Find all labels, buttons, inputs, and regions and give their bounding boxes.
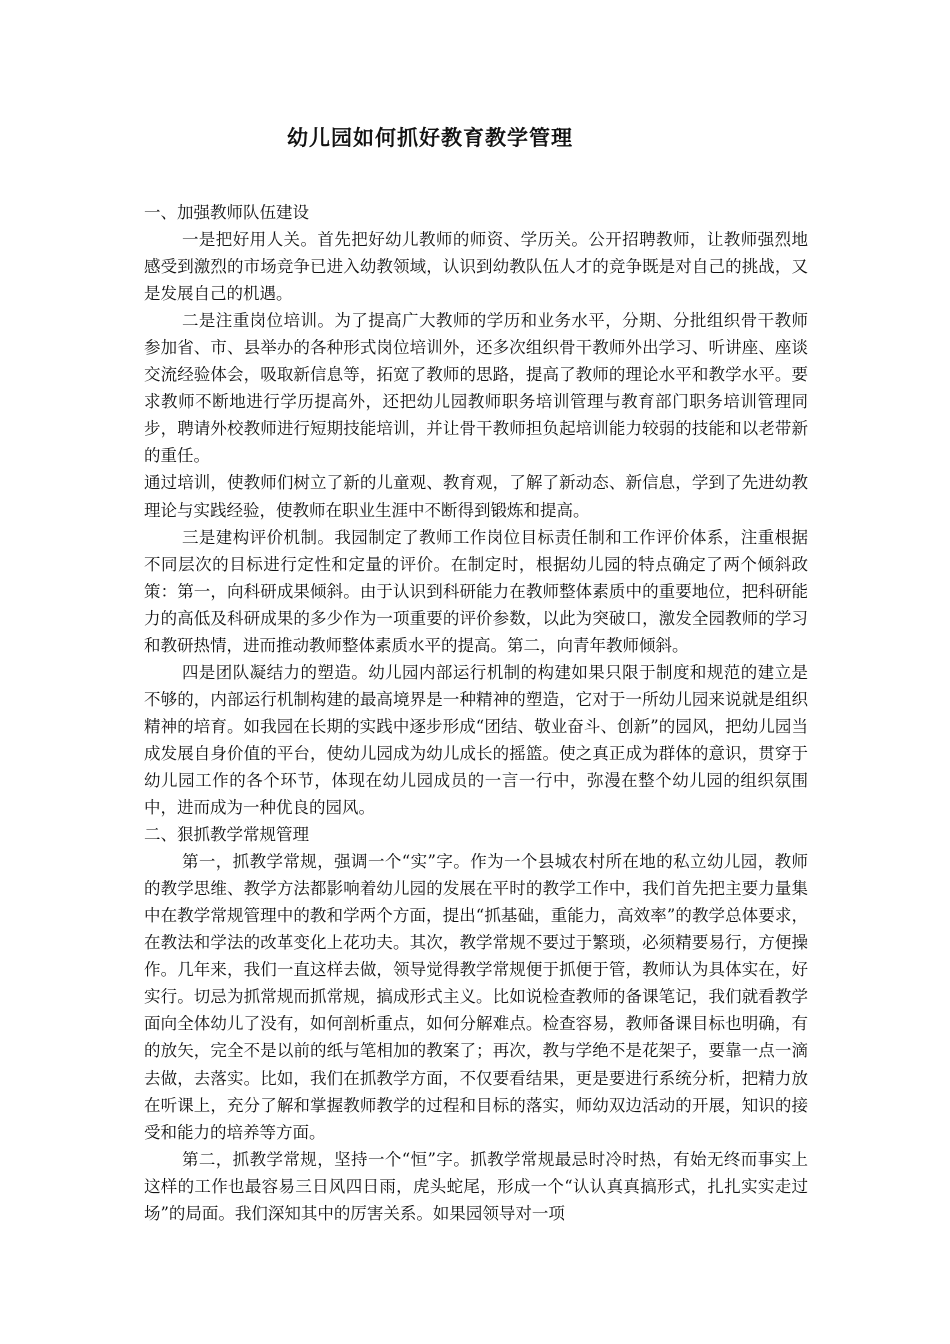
paragraph: 二是注重岗位培训。为了提高广大教师的学历和业务水平，分期、分批组织骨干教师参加省、市、县举办的各种形式岗位培训外，还多次组织骨干教师外出学习、听讲座、座谈交流经验体会，吸取新信息等，拓宽了教师的思路，提高了教师的理论水平和教学水平。要求教师不断地进行学历提高外，还把幼儿园教师职务培训管理与教育部门职务培训管理同步，聘请外校教师进行短期技能培训，并让骨干教师担负起培训能力较弱的技能和以老带新的重任。	[144, 311, 808, 466]
section-heading: 一、加强教师队伍建设	[144, 203, 309, 222]
document-title: 幼儿园如何抓好教育教学管理	[287, 125, 573, 150]
paragraph: 一是把好用人关。首先把好幼儿教师的师资、学历关。公开招聘教师，让教师强烈地感受到激烈的市场竞争已进入幼教领域，认识到幼教队伍人才的竞争既是对自己的挑战，又是发展自己的机遇。	[144, 230, 808, 304]
paragraph: 第二，抓教学常规，坚持一个“恒”字。抓教学常规最忌时冷时热，有始无终而事实上这样的工作也最容易三日风四日雨，虎头蛇尾，形成一个“认认真真搞形式，扎扎实实走过场”的局面。我们深知其中的厉害关系。如果园领导对一项	[144, 1149, 808, 1223]
section-heading: 二、狠抓教学常规管理	[144, 825, 309, 845]
paragraph: 通过培训，使教师们树立了新的儿童观、教育观，了解了新动态、新信息，学到了先进幼教理论与实践经验，使教师在职业生涯中不断得到锻炼和提高。	[144, 473, 808, 520]
paragraph: 四是团队凝结力的塑造。幼儿园内部运行机制的构建如果只限于制度和规范的建立是不够的，内部运行机制构建的最高境界是一种精神的塑造，它对于一所幼儿园来说就是组织精神的培育。如我园在长期的实践中逐步形成“团结、敬业奋斗、创新”的园风，把幼儿园当成发展自身价值的平台，使幼儿园成为幼儿成长的摇篮。使之真正成为群体的意识，贯穿于幼儿园工作的各个环节，体现在幼儿园成员的一言一行中，弥漫在整个幼儿园的组织氛围中，进而成为一种优良的园风。	[144, 662, 808, 818]
paragraph: 三是建构评价机制。我园制定了教师工作岗位目标责任制和工作评价体系，注重根据不同层次的目标进行定性和定量的评价。在制定时，根据幼儿园的特点确定了两个倾斜政策：第一，向科研成果倾斜。由于认识到科研能力在教师整体素质中的重要地位，把科研能力的高低及科研成果的多少作为一项重要的评价参数，以此为突破口，激发全园教师的学习和教研热情，进而推动教师整体素质水平的提高。第二，向青年教师倾斜。	[144, 527, 808, 655]
document-body	[144, 199, 808, 1227]
paragraph: 第一，抓教学常规，强调一个“实”字。作为一个县城农村所在地的私立幼儿园，教师的教学思维、教学方法都影响着幼儿园的发展在平时的教学工作中，我们首先把主要力量集中在教学常规管理中的教和学两个方面，提出“抓基础，重能力，高效率”的教学总体要求，在教法和学法的改革变化上花功夫。其次，教学常规不要过于繁琐，必须精要易行，方便操作。几年来，我们一直这样去做，领导觉得教学常规便于抓便于管，教师认为具体实在，好实行。切忌为抓常规而抓常规，搞成形式主义。比如说检查教师的备课笔记，我们就看教学面向全体幼儿了没有，如何剖析重点，如何分解难点。检查容易，教师备课目标也明确，有的放矢，完全不是以前的纸与笔相加的教案了；再次，教与学绝不是花架子，要靠一点一滴去做，去落实。比如，我们在抓教学方面，不仅要看结果，更是要进行系统分析，把精力放在听课上，充分了解和掌握教师教学的过程和目标的落实，师幼双边活动的开展，知识的接受和能力的培养等方面。	[144, 852, 808, 1142]
